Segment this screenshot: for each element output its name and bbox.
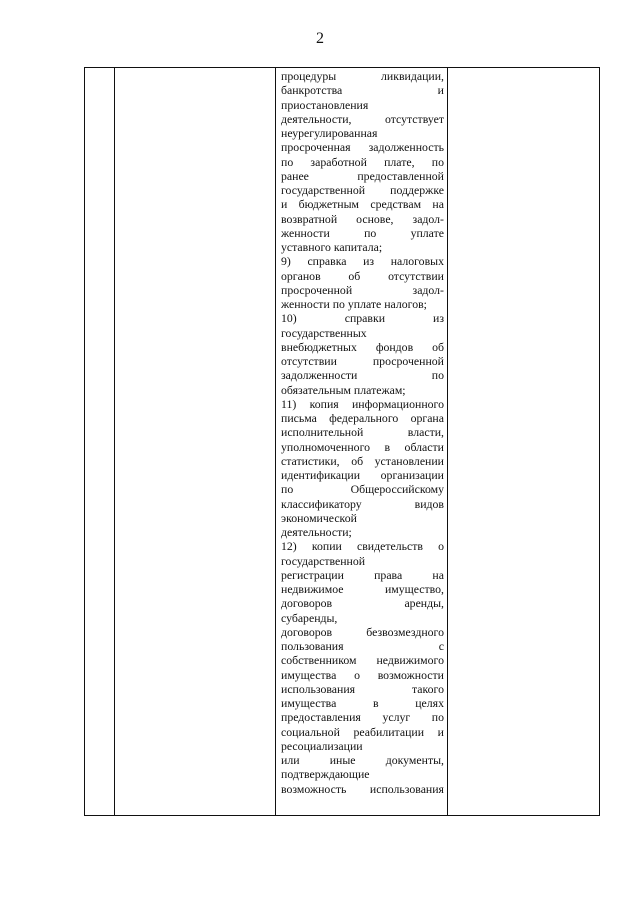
cell-line: банкротства и <box>281 83 444 98</box>
cell-line: предоставления услуг по <box>281 710 444 725</box>
cell-line: 12) копии свидетельств о <box>281 539 444 554</box>
cell-line: собственником недвижимого <box>281 653 444 668</box>
cell-line: субаренды, <box>281 610 338 625</box>
cell-line: регистрации права на <box>281 567 444 582</box>
cell-line: процедуры ликвидации, <box>281 69 444 83</box>
cell-line: 11) копия информационного <box>281 396 444 411</box>
cell-line: деятельности, отсутствует <box>281 111 444 126</box>
cell-line: просроченной задол- <box>281 282 444 297</box>
page-number: 2 <box>316 30 324 47</box>
cell-line: классификатору видов <box>281 496 444 511</box>
requirements-cell-text <box>281 69 444 796</box>
column-border <box>599 67 600 816</box>
cell-line: или иные документы, <box>281 753 444 767</box>
cell-line: 10) справки из <box>281 311 444 326</box>
cell-line: отсутствии просроченной <box>281 354 444 368</box>
cell-line: по Общероссийскому <box>281 482 444 497</box>
cell-line: договоров безвозмездного <box>281 624 444 639</box>
cell-line: возможность использования <box>281 781 444 796</box>
cell-line: по заработной плате, по <box>281 154 444 169</box>
cell-line: ресоциализации <box>281 738 363 753</box>
cell-line: государственной <box>281 553 366 568</box>
column-border <box>447 67 448 816</box>
column-border <box>114 67 115 816</box>
cell-line: социальной реабилитации и <box>281 724 444 739</box>
cell-line: имущества о возможности <box>281 667 444 682</box>
cell-line: неурегулированная <box>281 126 378 140</box>
cell-line: ранее предоставленной <box>281 168 444 183</box>
cell-line: подтверждающие <box>281 767 370 782</box>
cell-line: возвратной основе, задол- <box>281 211 444 226</box>
cell-line: просроченная задолженность <box>281 140 444 155</box>
cell-line: договоров аренды, <box>281 596 444 611</box>
cell-line: использования такого <box>281 681 444 696</box>
cell-line: экономической <box>281 510 357 525</box>
cell-line: пользования с <box>281 639 444 653</box>
cell-line: внебюджетных фондов об <box>281 339 444 354</box>
cell-line: уполномоченного в области <box>281 439 444 454</box>
cell-line: письма федерального органа <box>281 411 444 425</box>
cell-line: приостановления <box>281 97 369 112</box>
cell-line: государственных <box>281 325 367 340</box>
column-border <box>84 67 85 816</box>
cell-line: имущества в целях <box>281 696 444 710</box>
table-bottom-border <box>84 815 600 816</box>
cell-line: деятельности; <box>281 525 352 539</box>
cell-line: статистики, об установлении <box>281 453 444 468</box>
cell-line: и бюджетным средствам на <box>281 197 444 212</box>
cell-line: идентификации организации <box>281 468 444 482</box>
table-top-border <box>84 67 600 68</box>
column-border <box>275 67 276 816</box>
cell-line: государственной поддержке <box>281 183 444 197</box>
cell-line: 9) справка из налоговых <box>281 254 444 269</box>
cell-line: органов об отсутствии <box>281 268 444 283</box>
cell-line: женности по уплате <box>281 225 444 240</box>
cell-line: недвижимое имущество, <box>281 582 444 596</box>
cell-line: обязательным платежам; <box>281 382 406 397</box>
cell-line: задолженности по <box>281 368 444 383</box>
document-table <box>84 67 600 816</box>
cell-line: женности по уплате налогов; <box>281 297 427 311</box>
cell-line: уставного капитала; <box>281 240 383 254</box>
cell-line: исполнительной власти, <box>281 425 444 440</box>
